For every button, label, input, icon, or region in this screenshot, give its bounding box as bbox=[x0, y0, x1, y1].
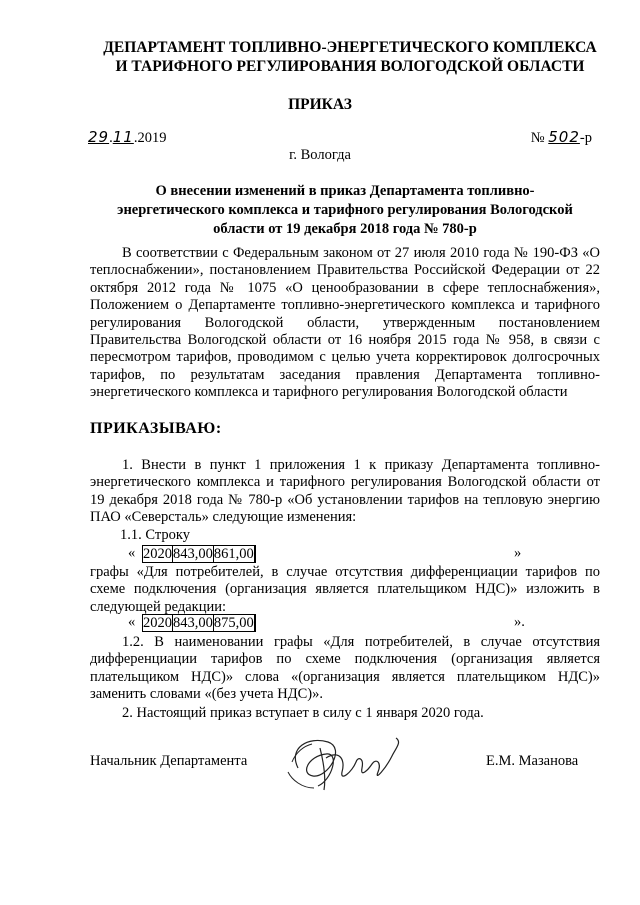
quote-close: ». bbox=[514, 614, 525, 630]
item-1: 1. Внести в пункт 1 приложения 1 к приказу Департамента топливно-энергетического комплекса и тарифного регулирования Вологодской области от 19 декабря 2018 года № 780-р «Об установлении тарифов на тепловую энергию ПАО «Северсталь» следующие изменения: bbox=[90, 457, 600, 526]
subject-line-2: энергетического комплекса и тарифного регулирования Вологодской bbox=[117, 202, 573, 218]
item-1-2: 1.2. В наименовании графы «Для потребителей, в случае отсутствия дифференциации тарифов по схеме подключения (организация является плательщиком НДС)» слова «(организация является плательщиком НДС)» заменить словами «(без учета НДС)». bbox=[90, 634, 600, 703]
date-day: 29 bbox=[88, 128, 110, 146]
handwritten-signature bbox=[268, 728, 418, 798]
order-date: 29.11.2019 bbox=[88, 128, 167, 146]
department-line-1: ДЕПАРТАМЕНТ ТОПЛИВНО-ЭНЕРГЕТИЧЕСКОГО КОМПЛЕКСА bbox=[103, 39, 597, 56]
cell-value-2: 861,00 bbox=[213, 546, 254, 562]
department-line-2: И ТАРИФНОГО РЕГУЛИРОВАНИЯ ВОЛОГОДСКОЙ ОБЛАСТИ bbox=[115, 58, 585, 75]
order-number bbox=[531, 128, 592, 147]
cell-empty bbox=[254, 615, 255, 632]
cell-empty bbox=[254, 546, 255, 563]
quote-close: » bbox=[514, 545, 522, 561]
cell-value-1: 843,00 bbox=[173, 546, 213, 562]
number-prefix: № bbox=[530, 130, 545, 146]
graph-text: графы «Для потребителей, в случае отсутствия дифференциации тарифов по схеме подключения (организация является плательщиком НДС)» изложить в следующей редакции: bbox=[90, 564, 600, 615]
quote-open: « bbox=[128, 545, 136, 561]
tariff-row-table bbox=[142, 545, 256, 563]
date-month: 11 bbox=[112, 128, 134, 146]
signatory-name: Е.М. Мазанова bbox=[486, 753, 579, 769]
number-suffix: -р bbox=[579, 130, 592, 146]
number-value: 502 bbox=[548, 128, 580, 146]
subject-line-1: О внесении изменений в приказ Департамента топливно- bbox=[155, 183, 535, 199]
city: г. Вологда bbox=[289, 147, 351, 163]
document-type: ПРИКАЗ bbox=[288, 96, 352, 113]
order-word: ПРИКАЗЫВАЮ: bbox=[90, 420, 222, 437]
date-year: .2019 bbox=[133, 130, 167, 146]
subject-line-3: области от 19 декабря 2018 года № 780-р bbox=[213, 221, 477, 237]
item-2: 2. Настоящий приказ вступает в силу с 1 января 2020 года. bbox=[122, 705, 484, 721]
cell-year: 2020 bbox=[143, 546, 172, 562]
preamble-paragraph: В соответствии с Федеральным законом от 27 июля 2010 года № 190-ФЗ «О теплоснабжении», постановлением Правительства Российской Федерации от 22 октября 2012 года № 1075 «О ценообразовании в сфере теплоснабжения», Положением о Департаменте топливно-энергетического комплекса и тарифного регулирования Вологодской области, утвержденным постановлением Правительства Вологодской области от 16 ноября 2015 года № 958, в связи с пересмотром тарифов, проводимом с целью учета корректировок долгосрочных тарифов, по результатам заседания правления Департамента топливно-энергетического комплекса и тарифного регулирования Вологодской области bbox=[90, 245, 600, 401]
cell-value-1: 843,00 bbox=[173, 615, 213, 631]
quote-open: « bbox=[128, 614, 136, 630]
order-subject bbox=[90, 182, 600, 239]
cell-value-2: 875,00 bbox=[213, 615, 254, 631]
tariff-row-table bbox=[142, 614, 256, 632]
department-header bbox=[80, 38, 620, 76]
item-1-1-label: 1.1. Строку bbox=[120, 527, 190, 543]
signatory-position: Начальник Департамента bbox=[90, 753, 248, 769]
cell-year: 2020 bbox=[143, 615, 172, 631]
